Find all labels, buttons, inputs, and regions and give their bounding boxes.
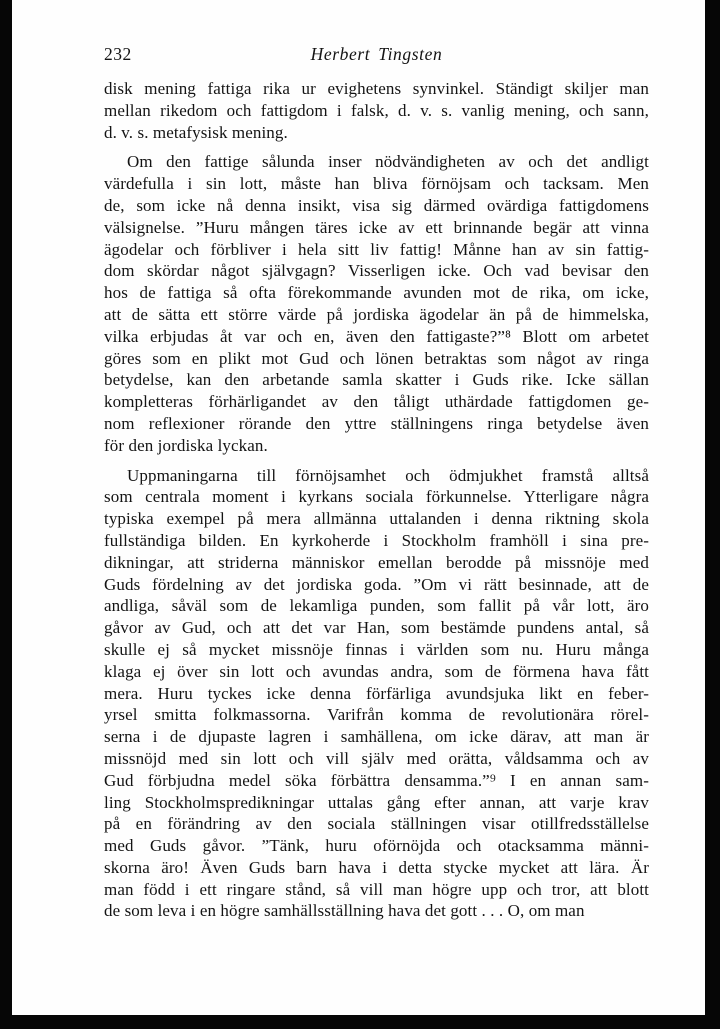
text-line: göres som en plikt mot Gud och lönen betraktas som något av ringa xyxy=(104,348,649,368)
text-line: hos de fattiga så ofta förekommande avunden mot de rika, om icke, xyxy=(104,283,649,303)
text-line: betydelse, kan den arbetande samla skatter i Guds rike. Icke sällan xyxy=(104,370,649,390)
running-title: Herbert Tingsten xyxy=(310,44,443,64)
text-line: vilka erbjudas åt var och en, även den fattigaste?”⁸ Blott om arbetet xyxy=(104,326,649,346)
text-line: som centrala moment i kyrkans sociala förkunnelse. Ytterligare några xyxy=(104,487,649,507)
text-line: värdefulla i sin lott, måste han bliva förnöjsam och tacksam. Men xyxy=(104,174,649,194)
text-line: gåvor av Gud, och att det var Han, som bestämde pundens antal, så xyxy=(104,618,649,638)
book-page xyxy=(12,0,705,1015)
text-line: välsignelse. ”Huru mången täres icke av ett brinnande begär att vinna xyxy=(104,217,649,237)
paragraph xyxy=(104,78,649,143)
text-line: yrsel smitta folkmassorna. Varifrån komma de revolutionära rörel- xyxy=(104,705,649,725)
text-line: disk mening fattiga rika ur evighetens synvinkel. Ständigt skiljer man xyxy=(104,79,649,98)
text-line: att de sätta ett större värde på jordiska ägodelar än på de himmelska, xyxy=(104,304,649,324)
text-line: typiska exempel på mera allmänna uttalanden i denna riktning skola xyxy=(104,509,649,529)
text-line: de, som icke nå denna insikt, visa sig därmed ovärdiga fattigdomens xyxy=(104,195,649,215)
paragraph xyxy=(104,465,649,923)
page-header xyxy=(104,44,649,66)
text-line: med Guds gåvor. ”Tänk, huru oförnöjda och otacksamma männi- xyxy=(104,836,649,856)
text-line: för den jordiska lyckan. xyxy=(104,435,268,455)
text-line: dom skördar något självgagn? Visserligen icke. Och vad bevisar den xyxy=(104,261,649,281)
text-line: Guds fördelning av det jordiska goda. ”Om vi rätt besinnade, att de xyxy=(104,574,649,594)
text-line: på en förändring av den sociala ställningen visar otillfredsställelse xyxy=(104,814,649,834)
text-line: mellan rikedom och fattigdom i falsk, d. v. s. vanlig mening, och sann, xyxy=(104,100,649,120)
text-line: skulle ej så mycket missnöje finnas i världen som nu. Huru många xyxy=(104,639,649,659)
text-line: Uppmaningarna till förnöjsamhet och ödmjukhet framstå alltså xyxy=(127,465,649,485)
text-line: nom reflexioner rörande den yttre ställningens ringa betydelse även xyxy=(104,413,649,433)
text-line: ägodelar och förbliver i hela sitt liv fattig! Månne han av sin fattig- xyxy=(104,239,649,259)
text-line: dikningar, att striderna människor emellan berodde på missnöje med xyxy=(104,552,649,572)
body-text xyxy=(104,78,649,922)
page-number: 232 xyxy=(104,44,132,64)
text-line: Om den fattige sålunda inser nödvändigheten av och det andligt xyxy=(127,152,649,172)
text-line: missnöjd med sin lott och vill själv med orätta, våldsamma och av xyxy=(104,748,649,768)
text-line: andliga, såväl som de lekamliga punden, som fallit på vår lott, äro xyxy=(104,596,649,616)
text-line: kompletteras förhärligandet av den tåligt uthärdade fattigdomen ge- xyxy=(104,392,649,412)
text-line: de som leva i en högre samhällsställning hava det gott . . . O, om man xyxy=(104,901,585,921)
text-line: klaga ej över sin lott och avundas andra, som de förmena hava fått xyxy=(104,661,649,681)
text-line: ling Stockholmspredikningar uttalas gång efter annan, att varje krav xyxy=(104,792,649,812)
text-line: fullständiga bilden. En kyrkoherde i Stockholm framhöll i sina pre- xyxy=(104,530,649,550)
text-line: mera. Huru tyckes icke denna förfärliga avundsjuka likt en feber- xyxy=(104,683,649,703)
text-line: d. v. s. metafysisk mening. xyxy=(104,122,288,142)
paragraph xyxy=(104,151,649,456)
text-line: skorna äro! Även Guds barn hava i detta stycke mycket att lära. Är xyxy=(104,857,649,877)
text-line: serna i de djupaste lagren i samhällena, om icke därav, att man är xyxy=(104,727,649,747)
text-line: Gud förbjudna medel söka förbättra densamma.”⁹ I en annan sam- xyxy=(104,770,649,790)
text-line: man född i ett ringare stånd, så vill man högre upp och tror, att blott xyxy=(104,879,649,899)
